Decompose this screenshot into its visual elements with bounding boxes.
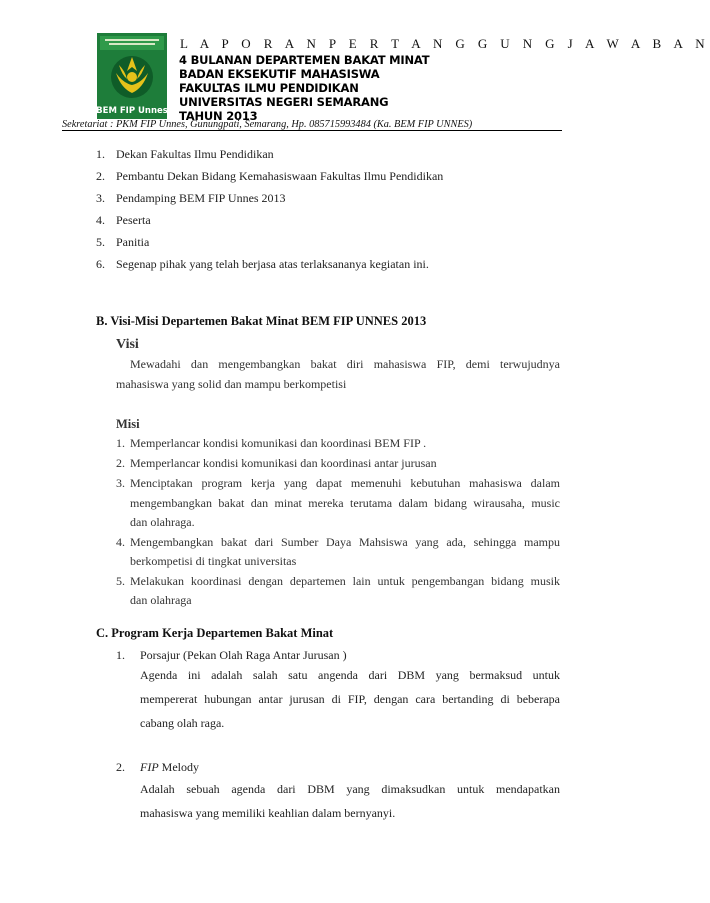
program-description-line: mempererat hubungan antar jurusan di FIP, dengan cara bertanding di beberapa	[140, 692, 560, 706]
header-line-2: BADAN EKSEKUTIF MAHASISWA	[179, 67, 380, 81]
list-item: Segenap pihak yang telah berjasa atas terlaksananya kegiatan ini.	[116, 257, 429, 271]
program-description-line: mahasiswa yang memiliki keahlian dalam bernyanyi.	[140, 806, 396, 820]
list-item-number: 6.	[96, 257, 105, 271]
misi-item-continued: dan olahraga	[130, 593, 192, 607]
program-title	[140, 760, 199, 775]
list-item-number: 5.	[96, 235, 105, 249]
report-title: L A P O R A N P E R T A N G G U N G J A W A B A N	[180, 36, 710, 51]
list-item-number: 4.	[96, 213, 105, 227]
list-item: Panitia	[116, 235, 150, 249]
program-number: 2.	[116, 760, 125, 774]
header-line-5: TAHUN 2013	[179, 109, 258, 123]
list-item-number: 2.	[96, 169, 105, 183]
section-c-heading: C. Program Kerja Departemen Bakat Minat	[96, 626, 334, 640]
misi-number: 4.	[116, 535, 125, 549]
list-item: Peserta	[116, 213, 151, 227]
bem-fip-unnes-logo	[97, 33, 167, 119]
misi-item: Mengembangkan bakat dari Sumber Daya Mahsiswa yang ada, sehingga mampu	[130, 535, 560, 549]
misi-item: Menciptakan program kerja yang dapat memenuhi kebutuhan mahasiswa dalam	[130, 476, 560, 490]
visi-label: Visi	[116, 337, 139, 352]
misi-item: Memperlancar kondisi komunikasi dan koordinasi antar jurusan	[130, 456, 437, 470]
misi-number: 3.	[116, 476, 125, 490]
program-description-line: Adalah sebuah agenda dari DBM yang dimaksudkan untuk mendapatkan	[140, 782, 560, 796]
program-title: Porsajur (Pekan Olah Raga Antar Jurusan )	[140, 648, 347, 662]
misi-item-continued: berkompetisi di tingkat universitas	[130, 554, 297, 568]
list-item: Pembantu Dekan Bidang Kemahasiswaan Fakultas Ilmu Pendidikan	[116, 169, 444, 183]
misi-label: Misi	[116, 417, 140, 431]
header-divider	[62, 130, 562, 131]
program-description-line: cabang olah raga.	[140, 716, 225, 730]
misi-item-continued: dan olahraga.	[130, 515, 195, 529]
visi-text-line: Mewadahi dan mengembangkan bakat diri mahasiswa FIP, demi terwujudnya	[130, 357, 560, 371]
list-item-number: 1.	[96, 147, 105, 161]
misi-item: Memperlancar kondisi komunikasi dan koordinasi BEM FIP .	[130, 436, 427, 450]
misi-item-continued: mengembangkan bakat dan minat mereka terutama dalam bidang wirausaha, music	[130, 496, 560, 510]
header-line-1: 4 BULANAN DEPARTEMEN BAKAT MINAT	[179, 53, 430, 67]
list-item: Dekan Fakultas Ilmu Pendidikan	[116, 147, 274, 161]
misi-number: 1.	[116, 436, 125, 450]
misi-item: Melakukan koordinasi dengan departemen lain untuk pengembangan bidang musik	[130, 574, 560, 588]
header-line-3: FAKULTAS ILMU PENDIDIKAN	[179, 81, 359, 95]
program-title-italic: FIP	[140, 760, 159, 774]
program-title-rest: Melody	[158, 760, 199, 774]
program-number: 1.	[116, 648, 125, 662]
list-item-number: 3.	[96, 191, 105, 205]
section-b-heading: B. Visi-Misi Departemen Bakat Minat BEM FIP UNNES 2013	[96, 314, 427, 328]
list-item: Pendamping BEM FIP Unnes 2013	[116, 191, 286, 205]
logo-text: BEM FIP Unnes	[96, 106, 168, 116]
misi-number: 5.	[116, 574, 125, 588]
visi-text-line: mahasiswa yang solid dan mampu berkompetisi	[116, 377, 347, 391]
header-line-4: UNIVERSITAS NEGERI SEMARANG	[179, 95, 389, 109]
misi-number: 2.	[116, 456, 125, 470]
secretariat-info: Sekretariat : PKM FIP Unnes, Gunungpati, Semarang, Hp. 085715993484 (Ka. BEM FIP UNNES)	[62, 119, 473, 130]
program-description-line: Agenda ini adalah salah satu angenda dari DBM yang bermaksud untuk	[140, 668, 560, 682]
